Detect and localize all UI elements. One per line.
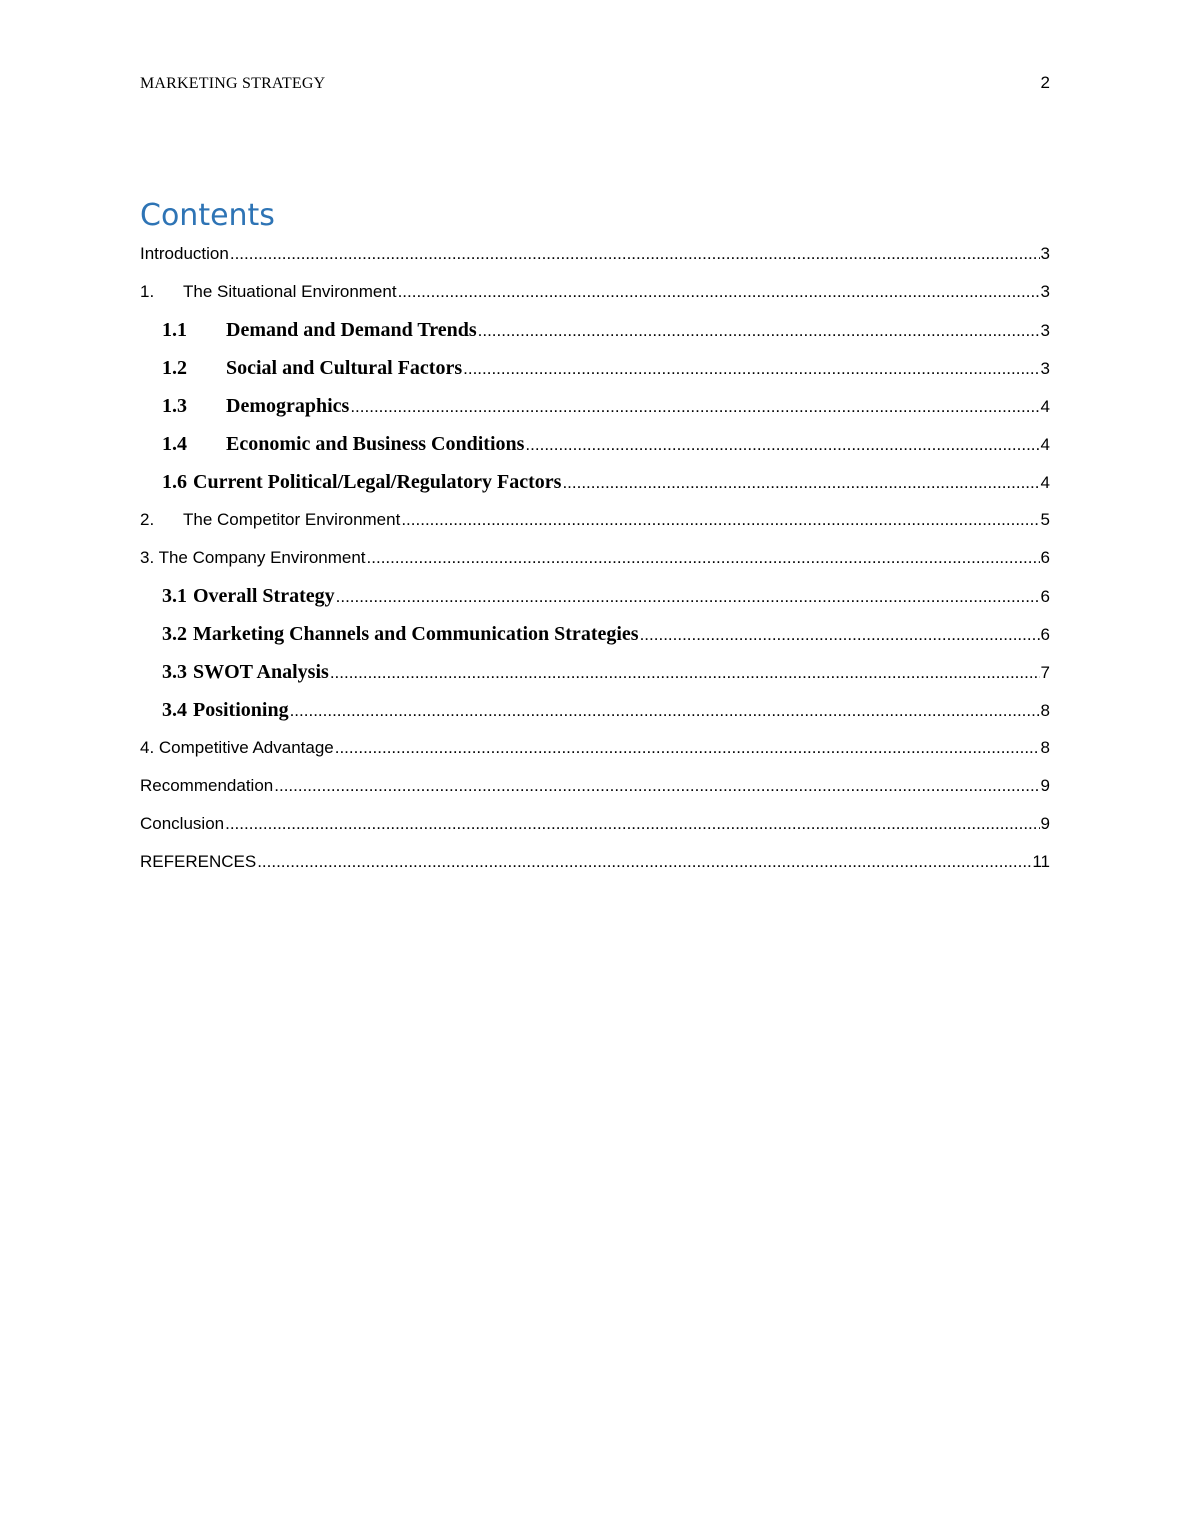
toc-entry-demand-trends[interactable] [140,311,1050,349]
toc-entry-number: 2. [140,510,155,529]
toc-entry-number: 3.3 [162,661,187,683]
toc-entry-page: 4 [1040,473,1050,492]
toc-entry-company-environment[interactable] [140,539,1050,577]
toc-entry-positioning[interactable] [140,691,1050,729]
dot-leader [330,654,1040,692]
toc-entry-page: 8 [1040,738,1050,757]
toc-entry-text: Conclusion [140,814,225,833]
toc-entry-recommendation[interactable] [140,767,1050,805]
toc-entry-page: 3 [1040,282,1050,301]
toc-entry-marketing-channels[interactable] [140,615,1050,653]
toc-entry-political-legal[interactable] [140,463,1050,501]
toc-title: Contents [140,198,275,233]
toc-entry-text: Demand and Demand Trends [226,319,477,341]
dot-leader [225,805,1039,843]
dot-leader [562,464,1039,502]
toc-entry-page: 7 [1040,663,1050,682]
toc-entry-number: 1.4 [162,433,187,455]
toc-entry-text: REFERENCES [140,852,257,871]
running-head: MARKETING STRATEGY [140,75,326,92]
toc-entry-text: Economic and Business Conditions [226,433,525,455]
toc-entry-page: 9 [1040,776,1050,795]
toc-entry-page: 3 [1040,359,1050,378]
toc-entry-social-cultural[interactable] [140,349,1050,387]
dot-leader [336,578,1040,616]
toc-entry-text: Positioning [193,699,289,721]
toc-entry-text: Recommendation [140,776,274,795]
dot-leader [230,235,1040,273]
toc-entry-text: 4. Competitive Advantage [140,738,334,757]
toc-entry-number: 3.4 [162,699,187,721]
toc-entry-text: Overall Strategy [193,585,335,607]
dot-leader [398,273,1040,311]
toc-entry-text: The Competitor Environment [183,510,401,529]
toc-entry-text: SWOT Analysis [193,661,329,683]
toc-entry-text: The Situational Environment [183,282,397,301]
dot-leader [257,843,1031,881]
dot-leader [274,767,1039,805]
toc-entry-page: 6 [1040,587,1050,606]
toc-entry-overall-strategy[interactable] [140,577,1050,615]
toc-entry-number: 3.1 [162,585,187,607]
toc-entry-conclusion[interactable] [140,805,1050,843]
toc-entry-economic-business[interactable] [140,425,1050,463]
dot-leader [290,692,1040,730]
toc-entry-page: 9 [1040,814,1050,833]
dot-leader [335,729,1040,767]
toc-entry-situational-environment[interactable] [140,273,1050,311]
toc-entry-introduction[interactable] [140,235,1050,273]
toc-entry-text: Demographics [226,395,350,417]
dot-leader [401,501,1039,539]
toc-entry-text: Social and Cultural Factors [226,357,463,379]
toc-entry-text: 3. The Company Environment [140,548,366,567]
toc-entry-page: 4 [1040,397,1050,416]
toc-entry-number: 1.3 [162,395,187,417]
dot-leader [640,616,1040,654]
dot-leader [478,312,1040,350]
toc-entry-page: 6 [1040,548,1050,567]
toc-entry-page: 11 [1032,852,1050,871]
toc-entry-page: 6 [1040,625,1050,644]
dot-leader [463,350,1039,388]
toc-entry-page: 4 [1040,435,1050,454]
toc-entry-competitive-advantage[interactable] [140,729,1050,767]
toc-entry-number: 1. [140,282,155,301]
toc-entry-text: Current Political/Legal/Regulatory Factors [193,471,562,493]
toc-entry-number: 1.1 [162,319,187,341]
dot-leader [367,539,1040,577]
toc-entry-number: 1.2 [162,357,187,379]
toc-entry-text: Introduction [140,244,229,263]
toc-entry-page: 3 [1040,321,1050,340]
toc-entry-references[interactable] [140,843,1050,881]
toc-entry-page: 3 [1040,244,1050,263]
toc-entry-swot-analysis[interactable] [140,653,1050,691]
toc-entry-page: 5 [1040,510,1050,529]
toc-entry-demographics[interactable] [140,387,1050,425]
page-number: 2 [1040,73,1050,92]
toc-entry-competitor-environment[interactable] [140,501,1050,539]
dot-leader [525,426,1039,464]
toc-entry-page: 8 [1040,701,1050,720]
table-of-contents [140,235,1050,881]
toc-entry-text: Marketing Channels and Communication Strategies [193,623,639,645]
toc-entry-number: 3.2 [162,623,187,645]
dot-leader [350,388,1039,426]
toc-entry-number: 1.6 [162,471,187,493]
